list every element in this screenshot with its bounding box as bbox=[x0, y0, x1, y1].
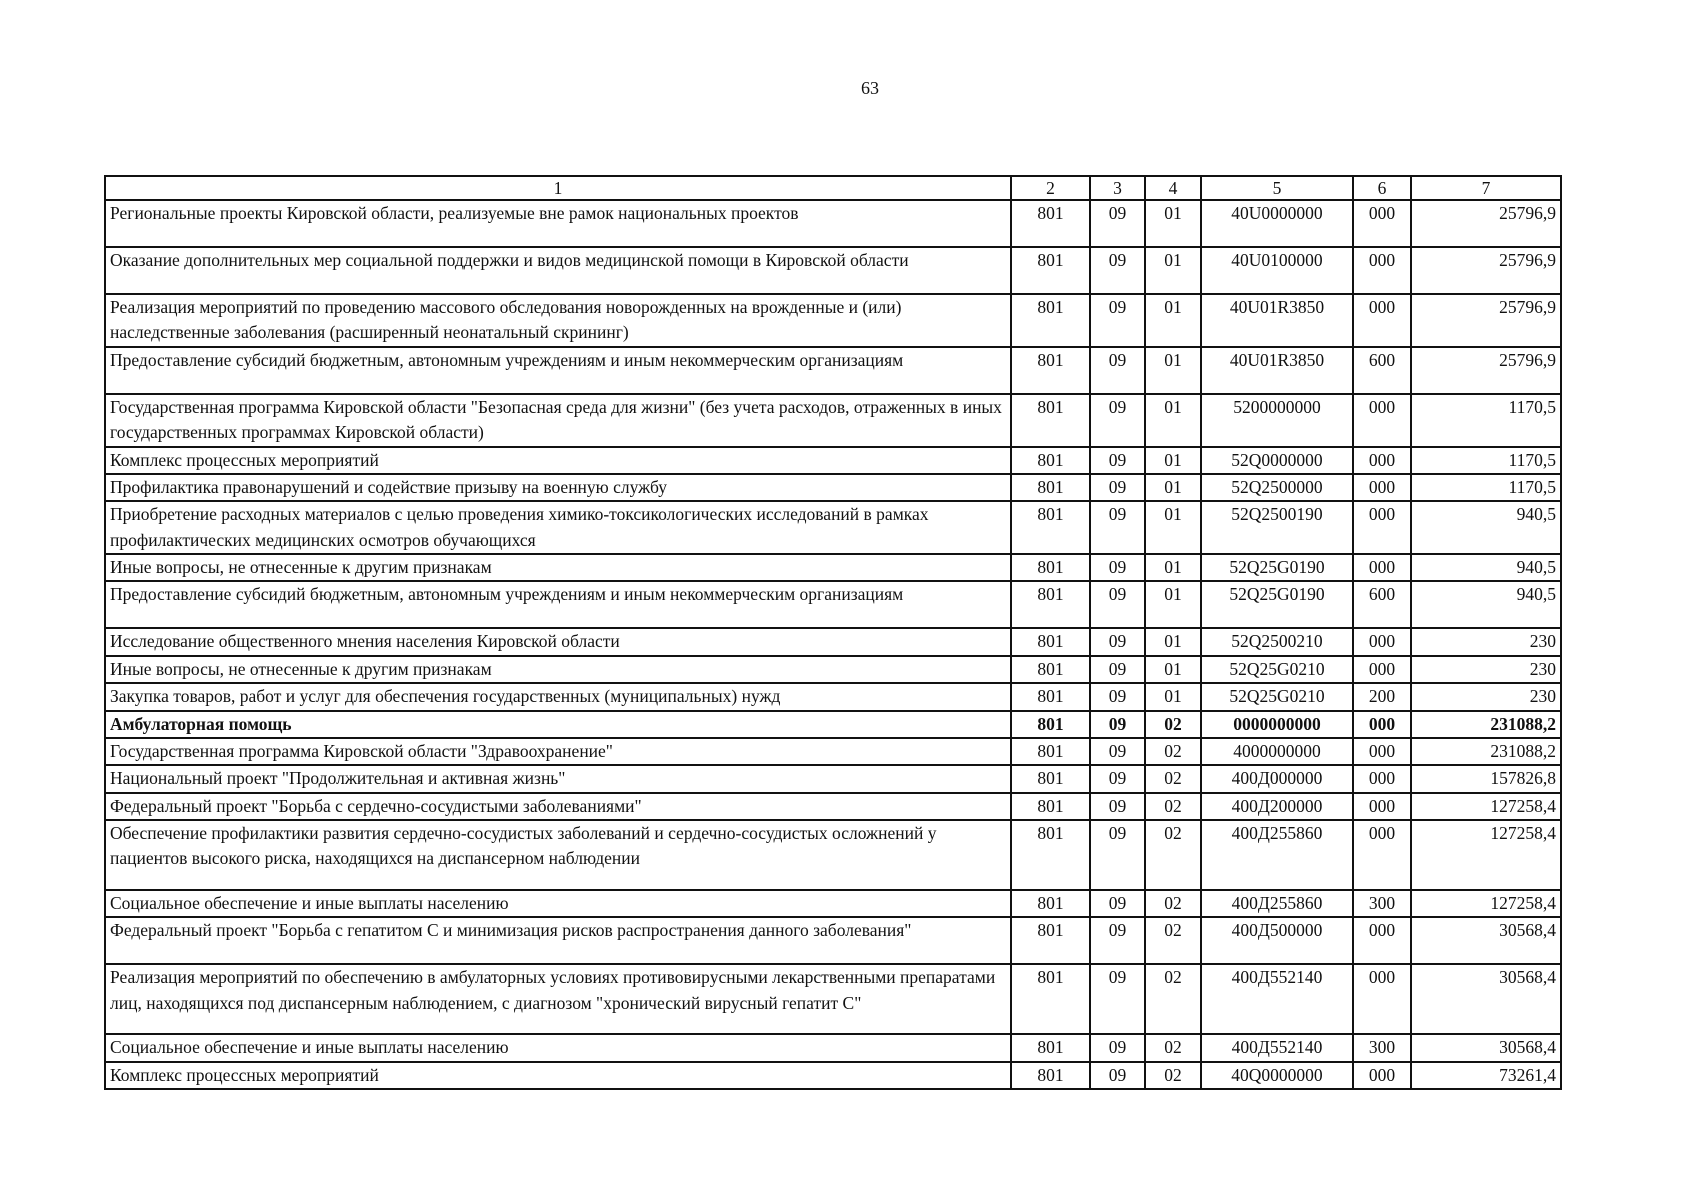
table-row bbox=[105, 890, 1561, 917]
cell-target-article: 52Q25G0210 bbox=[1201, 656, 1353, 683]
cell-expense-type: 000 bbox=[1353, 447, 1411, 474]
cell-ministry-code: 801 bbox=[1011, 765, 1090, 792]
cell-amount: 30568,4 bbox=[1411, 1034, 1561, 1061]
cell-name: Федеральный проект "Борьба с сердечно-сосудистыми заболеваниями" bbox=[105, 793, 1011, 820]
column-header: 5 bbox=[1201, 176, 1353, 200]
cell-amount: 231088,2 bbox=[1411, 738, 1561, 765]
cell-ministry-code: 801 bbox=[1011, 683, 1090, 710]
cell-section: 09 bbox=[1090, 656, 1145, 683]
table-row bbox=[105, 554, 1561, 581]
cell-expense-type: 000 bbox=[1353, 628, 1411, 655]
column-header: 2 bbox=[1011, 176, 1090, 200]
cell-name: Реализация мероприятий по обеспечению в амбулаторных условиях противовирусными лекарственными препаратами лиц, находящихся под диспансерным наблюдением, с диагнозом "хронический вирусный гепатит С" bbox=[105, 964, 1011, 1034]
cell-target-article: 40Q0000000 bbox=[1201, 1062, 1353, 1089]
table-row bbox=[105, 917, 1561, 964]
cell-name: Амбулаторная помощь bbox=[105, 711, 1011, 738]
cell-subsection: 01 bbox=[1145, 474, 1201, 501]
column-header: 6 bbox=[1353, 176, 1411, 200]
cell-expense-type: 000 bbox=[1353, 793, 1411, 820]
cell-section: 09 bbox=[1090, 711, 1145, 738]
cell-section: 09 bbox=[1090, 447, 1145, 474]
cell-ministry-code: 801 bbox=[1011, 964, 1090, 1034]
cell-amount: 940,5 bbox=[1411, 554, 1561, 581]
cell-amount: 30568,4 bbox=[1411, 917, 1561, 964]
cell-target-article: 40U0000000 bbox=[1201, 200, 1353, 247]
cell-subsection: 01 bbox=[1145, 683, 1201, 710]
cell-amount: 25796,9 bbox=[1411, 200, 1561, 247]
cell-expense-type: 000 bbox=[1353, 1062, 1411, 1089]
cell-name: Приобретение расходных материалов с целью проведения химико-токсикологических исследований в рамках профилактических медицинских осмотров обучающихся bbox=[105, 501, 1011, 554]
cell-amount: 127258,4 bbox=[1411, 890, 1561, 917]
cell-subsection: 01 bbox=[1145, 200, 1201, 247]
cell-expense-type: 000 bbox=[1353, 711, 1411, 738]
table-body bbox=[105, 200, 1561, 1089]
cell-expense-type: 000 bbox=[1353, 200, 1411, 247]
cell-expense-type: 000 bbox=[1353, 738, 1411, 765]
cell-ministry-code: 801 bbox=[1011, 793, 1090, 820]
cell-target-article: 52Q25G0210 bbox=[1201, 683, 1353, 710]
cell-subsection: 02 bbox=[1145, 793, 1201, 820]
cell-amount: 230 bbox=[1411, 628, 1561, 655]
cell-subsection: 02 bbox=[1145, 765, 1201, 792]
cell-target-article: 52Q25G0190 bbox=[1201, 554, 1353, 581]
table-row bbox=[105, 1034, 1561, 1061]
table-row bbox=[105, 1062, 1561, 1089]
cell-section: 09 bbox=[1090, 765, 1145, 792]
cell-expense-type: 000 bbox=[1353, 917, 1411, 964]
cell-name: Государственная программа Кировской области "Здравоохранение" bbox=[105, 738, 1011, 765]
table-row bbox=[105, 501, 1561, 554]
cell-target-article: 52Q2500000 bbox=[1201, 474, 1353, 501]
cell-target-article: 5200000000 bbox=[1201, 394, 1353, 447]
cell-section: 09 bbox=[1090, 1034, 1145, 1061]
table-row bbox=[105, 793, 1561, 820]
cell-section: 09 bbox=[1090, 347, 1145, 394]
header-row bbox=[105, 176, 1561, 200]
column-header: 3 bbox=[1090, 176, 1145, 200]
table-row bbox=[105, 247, 1561, 294]
cell-section: 09 bbox=[1090, 738, 1145, 765]
table-row bbox=[105, 683, 1561, 710]
cell-amount: 1170,5 bbox=[1411, 474, 1561, 501]
cell-subsection: 02 bbox=[1145, 890, 1201, 917]
cell-amount: 25796,9 bbox=[1411, 247, 1561, 294]
cell-subsection: 01 bbox=[1145, 581, 1201, 628]
cell-section: 09 bbox=[1090, 820, 1145, 890]
cell-ministry-code: 801 bbox=[1011, 711, 1090, 738]
table-row bbox=[105, 628, 1561, 655]
cell-expense-type: 300 bbox=[1353, 1034, 1411, 1061]
table-row bbox=[105, 200, 1561, 247]
cell-amount: 127258,4 bbox=[1411, 820, 1561, 890]
cell-subsection: 01 bbox=[1145, 554, 1201, 581]
cell-target-article: 52Q25G0190 bbox=[1201, 581, 1353, 628]
cell-expense-type: 000 bbox=[1353, 394, 1411, 447]
cell-subsection: 02 bbox=[1145, 917, 1201, 964]
cell-amount: 30568,4 bbox=[1411, 964, 1561, 1034]
cell-subsection: 01 bbox=[1145, 628, 1201, 655]
cell-target-article: 40U0100000 bbox=[1201, 247, 1353, 294]
cell-expense-type: 000 bbox=[1353, 294, 1411, 347]
cell-section: 09 bbox=[1090, 247, 1145, 294]
budget-table bbox=[104, 175, 1562, 1090]
cell-target-article: 400Д200000 bbox=[1201, 793, 1353, 820]
cell-section: 09 bbox=[1090, 1062, 1145, 1089]
cell-subsection: 01 bbox=[1145, 656, 1201, 683]
cell-subsection: 02 bbox=[1145, 820, 1201, 890]
cell-section: 09 bbox=[1090, 890, 1145, 917]
table-row bbox=[105, 964, 1561, 1034]
cell-ministry-code: 801 bbox=[1011, 628, 1090, 655]
cell-amount: 157826,8 bbox=[1411, 765, 1561, 792]
cell-expense-type: 600 bbox=[1353, 347, 1411, 394]
cell-ministry-code: 801 bbox=[1011, 447, 1090, 474]
cell-target-article: 40U01R3850 bbox=[1201, 294, 1353, 347]
cell-ministry-code: 801 bbox=[1011, 554, 1090, 581]
cell-name: Реализация мероприятий по проведению массового обследования новорожденных на врожденные и (или) наследственные заболевания (расширенный неонатальный скрининг) bbox=[105, 294, 1011, 347]
column-header: 4 bbox=[1145, 176, 1201, 200]
cell-section: 09 bbox=[1090, 581, 1145, 628]
cell-name: Региональные проекты Кировской области, реализуемые вне рамок национальных проектов bbox=[105, 200, 1011, 247]
table-row bbox=[105, 820, 1561, 890]
cell-expense-type: 000 bbox=[1353, 474, 1411, 501]
cell-ministry-code: 801 bbox=[1011, 247, 1090, 294]
table-row bbox=[105, 656, 1561, 683]
cell-ministry-code: 801 bbox=[1011, 1062, 1090, 1089]
cell-target-article: 0000000000 bbox=[1201, 711, 1353, 738]
cell-amount: 231088,2 bbox=[1411, 711, 1561, 738]
cell-expense-type: 000 bbox=[1353, 964, 1411, 1034]
cell-target-article: 400Д552140 bbox=[1201, 964, 1353, 1034]
cell-amount: 25796,9 bbox=[1411, 347, 1561, 394]
column-header: 1 bbox=[105, 176, 1011, 200]
cell-expense-type: 000 bbox=[1353, 501, 1411, 554]
cell-section: 09 bbox=[1090, 628, 1145, 655]
cell-section: 09 bbox=[1090, 294, 1145, 347]
table-row bbox=[105, 294, 1561, 347]
cell-ministry-code: 801 bbox=[1011, 581, 1090, 628]
cell-amount: 1170,5 bbox=[1411, 447, 1561, 474]
cell-name: Предоставление субсидий бюджетным, автономным учреждениям и иным некоммерческим организациям bbox=[105, 347, 1011, 394]
cell-target-article: 52Q2500210 bbox=[1201, 628, 1353, 655]
cell-amount: 940,5 bbox=[1411, 501, 1561, 554]
table-row bbox=[105, 711, 1561, 738]
table-row bbox=[105, 474, 1561, 501]
cell-target-article: 400Д255860 bbox=[1201, 890, 1353, 917]
cell-amount: 127258,4 bbox=[1411, 793, 1561, 820]
cell-ministry-code: 801 bbox=[1011, 501, 1090, 554]
cell-target-article: 400Д000000 bbox=[1201, 765, 1353, 792]
cell-subsection: 01 bbox=[1145, 294, 1201, 347]
table-row bbox=[105, 447, 1561, 474]
cell-expense-type: 000 bbox=[1353, 247, 1411, 294]
table-row bbox=[105, 765, 1561, 792]
cell-name: Иные вопросы, не отнесенные к другим признакам bbox=[105, 656, 1011, 683]
table-row bbox=[105, 581, 1561, 628]
cell-section: 09 bbox=[1090, 793, 1145, 820]
cell-expense-type: 000 bbox=[1353, 765, 1411, 792]
cell-subsection: 02 bbox=[1145, 1034, 1201, 1061]
cell-amount: 230 bbox=[1411, 683, 1561, 710]
cell-ministry-code: 801 bbox=[1011, 917, 1090, 964]
cell-name: Социальное обеспечение и иные выплаты населению bbox=[105, 890, 1011, 917]
cell-name: Оказание дополнительных мер социальной поддержки и видов медицинской помощи в Кировской области bbox=[105, 247, 1011, 294]
cell-section: 09 bbox=[1090, 554, 1145, 581]
cell-amount: 25796,9 bbox=[1411, 294, 1561, 347]
cell-name: Профилактика правонарушений и содействие призыву на военную службу bbox=[105, 474, 1011, 501]
cell-subsection: 01 bbox=[1145, 501, 1201, 554]
cell-expense-type: 000 bbox=[1353, 656, 1411, 683]
cell-name: Обеспечение профилактики развития сердечно-сосудистых заболеваний и сердечно-сосудистых осложнений у пациентов высокого риска, находящихся на диспансерном наблюдении bbox=[105, 820, 1011, 890]
cell-name: Исследование общественного мнения населения Кировской области bbox=[105, 628, 1011, 655]
cell-section: 09 bbox=[1090, 394, 1145, 447]
cell-ministry-code: 801 bbox=[1011, 294, 1090, 347]
cell-expense-type: 000 bbox=[1353, 820, 1411, 890]
cell-amount: 230 bbox=[1411, 656, 1561, 683]
table-row bbox=[105, 347, 1561, 394]
cell-section: 09 bbox=[1090, 683, 1145, 710]
cell-expense-type: 300 bbox=[1353, 890, 1411, 917]
cell-subsection: 02 bbox=[1145, 964, 1201, 1034]
cell-ministry-code: 801 bbox=[1011, 347, 1090, 394]
cell-section: 09 bbox=[1090, 200, 1145, 247]
cell-expense-type: 600 bbox=[1353, 581, 1411, 628]
cell-name: Закупка товаров, работ и услуг для обеспечения государственных (муниципальных) нужд bbox=[105, 683, 1011, 710]
cell-subsection: 01 bbox=[1145, 394, 1201, 447]
cell-section: 09 bbox=[1090, 917, 1145, 964]
cell-subsection: 01 bbox=[1145, 447, 1201, 474]
cell-target-article: 40U01R3850 bbox=[1201, 347, 1353, 394]
cell-ministry-code: 801 bbox=[1011, 820, 1090, 890]
cell-target-article: 400Д500000 bbox=[1201, 917, 1353, 964]
cell-ministry-code: 801 bbox=[1011, 738, 1090, 765]
table-row bbox=[105, 738, 1561, 765]
cell-amount: 1170,5 bbox=[1411, 394, 1561, 447]
cell-subsection: 01 bbox=[1145, 347, 1201, 394]
cell-section: 09 bbox=[1090, 964, 1145, 1034]
cell-name: Государственная программа Кировской области "Безопасная среда для жизни" (без учета расходов, отраженных в иных государственных программах Кировской области) bbox=[105, 394, 1011, 447]
cell-subsection: 02 bbox=[1145, 1062, 1201, 1089]
cell-section: 09 bbox=[1090, 501, 1145, 554]
cell-ministry-code: 801 bbox=[1011, 1034, 1090, 1061]
cell-name: Федеральный проект "Борьба с гепатитом С и минимизация рисков распространения данного заболевания" bbox=[105, 917, 1011, 964]
cell-subsection: 01 bbox=[1145, 247, 1201, 294]
cell-ministry-code: 801 bbox=[1011, 394, 1090, 447]
cell-name: Комплекс процессных мероприятий bbox=[105, 1062, 1011, 1089]
cell-ministry-code: 801 bbox=[1011, 656, 1090, 683]
cell-target-article: 400Д255860 bbox=[1201, 820, 1353, 890]
cell-target-article: 4000000000 bbox=[1201, 738, 1353, 765]
column-header: 7 bbox=[1411, 176, 1561, 200]
cell-expense-type: 000 bbox=[1353, 554, 1411, 581]
cell-target-article: 52Q0000000 bbox=[1201, 447, 1353, 474]
cell-section: 09 bbox=[1090, 474, 1145, 501]
cell-amount: 940,5 bbox=[1411, 581, 1561, 628]
cell-amount: 73261,4 bbox=[1411, 1062, 1561, 1089]
cell-name: Предоставление субсидий бюджетным, автономным учреждениям и иным некоммерческим организациям bbox=[105, 581, 1011, 628]
page-number: 63 bbox=[861, 78, 879, 98]
cell-ministry-code: 801 bbox=[1011, 474, 1090, 501]
cell-target-article: 400Д552140 bbox=[1201, 1034, 1353, 1061]
cell-name: Национальный проект "Продолжительная и активная жизнь" bbox=[105, 765, 1011, 792]
cell-name: Иные вопросы, не отнесенные к другим признакам bbox=[105, 554, 1011, 581]
cell-expense-type: 200 bbox=[1353, 683, 1411, 710]
cell-subsection: 02 bbox=[1145, 738, 1201, 765]
cell-target-article: 52Q2500190 bbox=[1201, 501, 1353, 554]
table-row bbox=[105, 394, 1561, 447]
cell-ministry-code: 801 bbox=[1011, 890, 1090, 917]
cell-subsection: 02 bbox=[1145, 711, 1201, 738]
cell-name: Социальное обеспечение и иные выплаты населению bbox=[105, 1034, 1011, 1061]
cell-name: Комплекс процессных мероприятий bbox=[105, 447, 1011, 474]
cell-ministry-code: 801 bbox=[1011, 200, 1090, 247]
